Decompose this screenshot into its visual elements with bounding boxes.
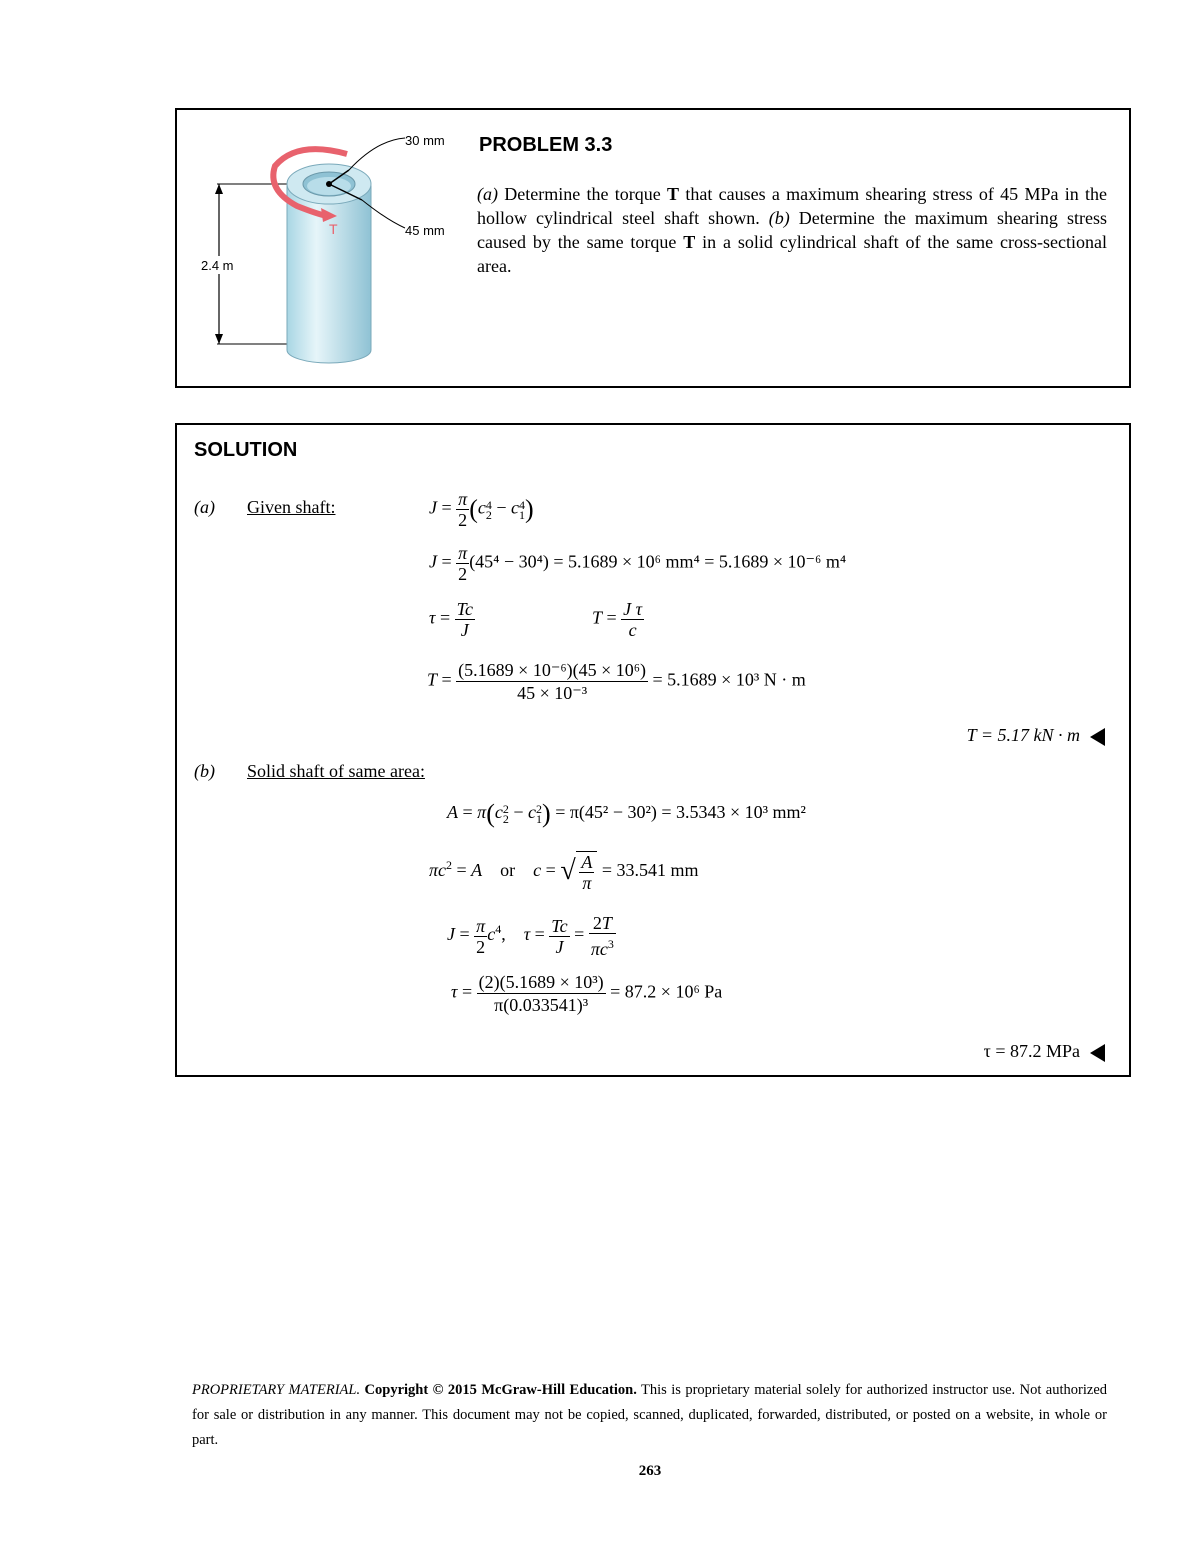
part-a-label: (a): [194, 497, 215, 517]
outer-radius-label: 45 mm: [405, 223, 445, 238]
eq-torque-value: T = $\frac{\text{(5.1689 × 10⁻⁶)(45 × 10⁶)}}{\text{45 × 10⁻³}}$ = 5.1689 × 10³ N · m: [427, 660, 806, 703]
length-label: 2.4 m: [201, 258, 234, 273]
eq-area: A = π(c 2 2 − c 2 1 ) = π(45² − 30²) = 3.5343 × 10³ mm²: [447, 799, 806, 828]
torque-label: T: [329, 221, 338, 237]
eq-solid-stress-formula: J = $\frac{\pi}{2}$ $c^4$, τ = $\frac{Tc}{J}$ = $\frac{2T}{\pi c^3}$: [447, 913, 614, 959]
part-b-label: (b): [194, 761, 215, 781]
problem-statement: (a) Determine the torque T that causes a maximum shearing stress of 45 MPa in the hollow cylindrical steel shaft shown. (b) Determine the maximum shearing stress caused by the same torque T in a solid cylindrical shaft of the same cross-sectional area.: [477, 184, 1107, 276]
copyright-footer: PROPRIETARY MATERIAL. Copyright © 2015 McGraw-Hill Education. This is proprietary material solely for authorized instructor use. Not authorized for sale or distribution in any manner. This document may not be copied, scanned, duplicated, forwarded, distributed, or posted on a website, in whole or part.: [192, 1382, 1107, 1448]
eq-solid-radius: $\pi c^2 = A$ or c = √ $\frac{A}{\pi}$ = 33.541 mm: [429, 852, 699, 893]
answer-b: τ = 87.2 MPa: [984, 1041, 1105, 1062]
eq-polar-moment-value: J = $\frac{\pi}{2}$ (45⁴ − 30⁴) = 5.1689 × 10⁶ mm⁴ = 5.1689 × 10⁻⁶ m⁴: [429, 543, 847, 584]
problem-box: [175, 108, 1131, 388]
eq-solid-stress-value: τ = $\frac{\text{(2)(5.1689 × 10³)}}{\text{π(0.033541)³}}$ = 87.2 × 10⁶ Pa: [451, 972, 723, 1015]
answer-marker-icon: [1090, 1044, 1105, 1062]
shaft-figure: [177, 110, 467, 382]
page-number: 263: [638, 1463, 662, 1479]
solution-title: SOLUTION: [194, 439, 298, 461]
part-a-description: Given shaft:: [247, 497, 336, 517]
answer-a: T = 5.17 kN · m: [967, 725, 1105, 746]
part-b-description: Solid shaft of same area:: [247, 761, 425, 781]
solution-box: [175, 423, 1131, 1077]
eq-shear-stress-formula: τ = $\frac{Tc}{J}$: [429, 599, 473, 640]
eq-torque-formula: T = $\frac{\text{J τ}}{c}$: [592, 599, 643, 640]
eq-polar-moment-formula: J = $\frac{\pi}{2}$ (c 4 2 − c 4 1 ): [429, 489, 534, 530]
answer-marker-icon: [1090, 728, 1105, 746]
problem-title: PROBLEM 3.3: [479, 134, 613, 156]
inner-radius-label: 30 mm: [405, 133, 445, 148]
